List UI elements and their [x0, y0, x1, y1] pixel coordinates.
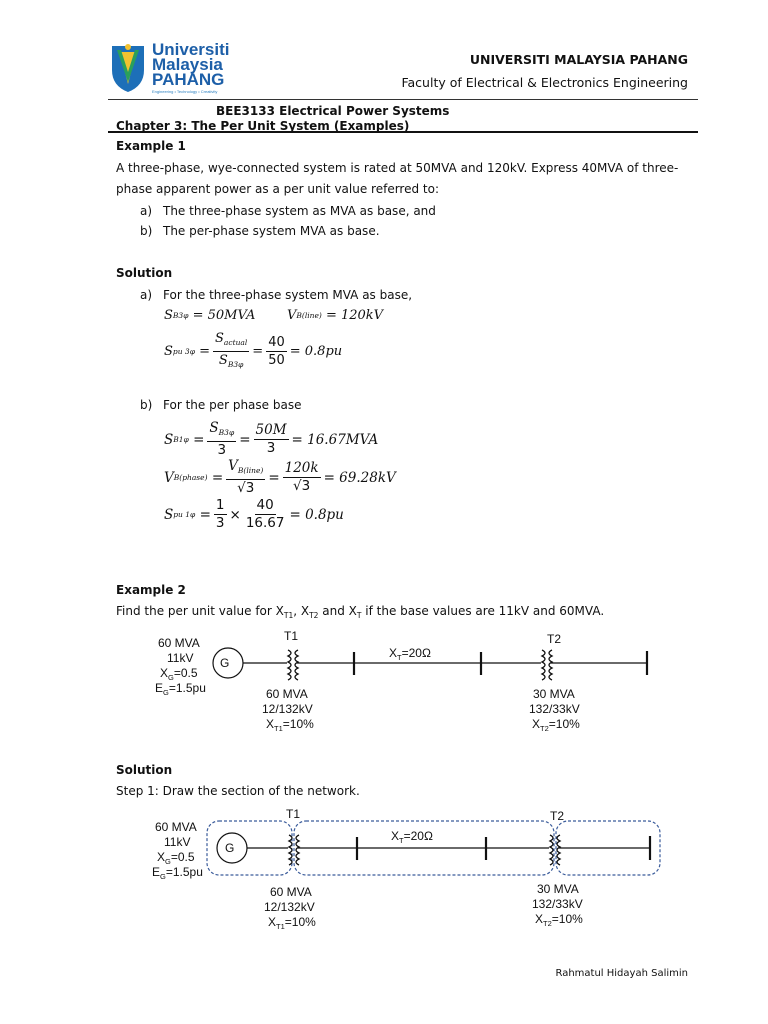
- logo-tagline: Engineering • Technology • Creativity: [152, 89, 218, 94]
- example1-title: Example 1: [116, 139, 186, 153]
- d1-line-x-x: X: [389, 646, 398, 660]
- example2-sep2: and X: [318, 604, 357, 618]
- eq-spu1-n1: 1: [215, 497, 225, 513]
- example1-text-line1: A three-phase, wye-connected system is rated at 50MVA and 120kV. Express 40MVA of three-: [116, 161, 679, 175]
- d2-gen-eg: [152, 865, 203, 884]
- d2-t1-x-val: =10%: [284, 915, 316, 929]
- d1-gen-eg: [155, 681, 206, 700]
- d2-t1-label: T1: [286, 807, 301, 821]
- d2-t1-kv: 12/132kV: [264, 900, 315, 914]
- eq-spu3: [164, 330, 342, 373]
- d2-t2-kv: 132/33kV: [532, 897, 583, 911]
- d2-line-x: [391, 829, 433, 848]
- d1-gen-eg-e: E: [155, 681, 164, 695]
- t2-primary-coil-icon: [550, 835, 553, 865]
- solution1-b-text: For the per phase base: [163, 398, 302, 412]
- t2-secondary-coil-icon: [557, 835, 560, 865]
- t1-primary-coil-icon: [288, 650, 291, 680]
- eq-sb1-num2: 50M: [255, 422, 287, 438]
- eq-spu3-result: = 0.8pu: [289, 344, 343, 359]
- eq-vb: [287, 308, 383, 323]
- t1-secondary-coil-icon: [295, 650, 298, 680]
- d1-gen-mva: 60 MVA: [158, 636, 200, 650]
- eq-sb1-num-sub: B3φ: [218, 428, 235, 437]
- solution1-title: Solution: [116, 266, 173, 280]
- d2-gen-xg-sub: G: [165, 857, 171, 866]
- eq-vb-lhs: V: [287, 308, 297, 323]
- d2-t2-x-x: X: [535, 912, 544, 926]
- d2-t2-mva: 30 MVA: [537, 882, 579, 896]
- eq-spu3-num-sub: actual: [223, 338, 248, 347]
- logo-line1: Universiti: [152, 40, 230, 59]
- d1-t1-x-sub: T1: [274, 724, 283, 733]
- d1-t1-x: [266, 717, 314, 736]
- d1-t2-x-x: X: [532, 717, 541, 731]
- example1-item-b-marker: b): [140, 224, 153, 238]
- example2-text-post: if the base values are 11kV and 60MVA.: [361, 604, 605, 618]
- example2-text-pre: Find the per unit value for X: [116, 604, 284, 618]
- solution2-step1: Step 1: Draw the section of the network.: [116, 784, 360, 798]
- d2-gen-eg-sub: G: [160, 872, 166, 881]
- d1-gen-symbol: G: [220, 656, 230, 670]
- eq-spu3-den: S: [218, 353, 228, 368]
- eq-spu3-sub: pu 3φ: [172, 347, 195, 356]
- eq-spu3-den2: 50: [268, 353, 285, 368]
- eq-sb3-rhs: = 50MVA: [192, 308, 256, 323]
- eq-vbp-den: √3: [237, 480, 255, 496]
- d1-t2-x-sub: T2: [540, 724, 549, 733]
- d1-t2-mva: 30 MVA: [533, 687, 575, 701]
- d1-t2-label: T2: [547, 632, 562, 646]
- eq-vbp-result: = 69.28kV: [323, 469, 396, 486]
- d1-gen-xg-val: =0.5: [173, 666, 198, 680]
- eq-sb1-den: 3: [217, 442, 227, 458]
- eq-sb3-lhs: S: [164, 308, 173, 323]
- eq-spu1-d2: 16.67: [245, 515, 285, 531]
- d1-line-x: [389, 646, 431, 665]
- eq-vbp-lhs: V: [164, 469, 174, 486]
- header-university: UNIVERSITI MALAYSIA PAHANG: [469, 52, 688, 67]
- t1-secondary-coil-icon: [296, 835, 299, 865]
- network-diagram-2-svg: [0, 805, 768, 935]
- example2-sep1: , X: [293, 604, 310, 618]
- eq-sb1: [164, 420, 378, 459]
- eq-sb1-eq1: =: [193, 431, 205, 448]
- d2-t1-x: [268, 915, 316, 934]
- eq-spu1-lhs: S: [164, 506, 174, 523]
- d1-gen-kv: 11kV: [167, 651, 194, 665]
- d1-t1-x-val: =10%: [282, 717, 314, 731]
- d2-gen-xg-x: X: [157, 850, 166, 864]
- network-diagram-1: [0, 620, 768, 740]
- eq-spu3-den-sub: B3φ: [227, 360, 244, 369]
- eq-vbp-eq2: =: [268, 469, 280, 486]
- d2-gen-xg-val: =0.5: [170, 850, 195, 864]
- d2-t2-x: [535, 912, 583, 931]
- eq-vbp-num: V: [228, 458, 238, 474]
- eq-vbp-eq1: =: [211, 469, 224, 486]
- solution1-b-marker: b): [140, 398, 153, 412]
- eq-sb1-den2: 3: [266, 440, 276, 456]
- eq-vb-rhs: = 120kV: [325, 308, 384, 323]
- eq-spu1-result: = 0.8pu: [289, 506, 344, 523]
- chapter-title: Chapter 3: The Per Unit System (Examples): [116, 119, 410, 133]
- eq-vbp-sub: B(phase): [173, 473, 208, 482]
- network-diagram-2: [0, 805, 768, 935]
- eq-sb1-sub: B1φ: [173, 435, 189, 444]
- d1-t1-mva: 60 MVA: [266, 687, 308, 701]
- d2-line-x-x: X: [391, 829, 400, 843]
- eq-spu1-n2: 40: [256, 497, 274, 513]
- eq-spu3-eq2: =: [252, 344, 264, 359]
- network-diagram-1-svg: [0, 620, 768, 740]
- eq-vbp-num2: 120k: [284, 460, 319, 476]
- d1-t2-x-val: =10%: [548, 717, 580, 731]
- t1-primary-coil-icon: [289, 835, 292, 865]
- header-faculty: Faculty of Electrical & Electronics Engineering: [401, 75, 688, 90]
- d1-t1-kv: 12/132kV: [262, 702, 313, 716]
- d1-line-x-sub: T: [397, 653, 402, 662]
- solution1-a-marker: a): [140, 288, 153, 302]
- example1-item-a-marker: a): [140, 204, 153, 218]
- eq-spu1-eq1: =: [199, 506, 211, 523]
- example1-text-line2: phase apparent power as a per unit value referred to:: [116, 182, 439, 196]
- example2-sub-t1: T1: [283, 611, 294, 620]
- solution1-a-text: For the three-phase system MVA as base,: [163, 288, 413, 302]
- eq-spu1-sub: pu 1φ: [173, 510, 196, 519]
- eq-vbp-den2: √3: [293, 478, 311, 494]
- eq-spu3-eq1: =: [199, 344, 210, 359]
- eq-spu3-lhs: S: [164, 344, 173, 359]
- example2-title: Example 2: [116, 583, 186, 597]
- footer-author: Rahmatul Hidayah Salimin: [555, 968, 688, 979]
- d2-gen-kv: 11kV: [164, 835, 191, 849]
- d2-t2-x-sub: T2: [543, 919, 552, 928]
- eq-sb3-sub: B3φ: [172, 311, 189, 320]
- d2-gen-eg-e: E: [152, 865, 161, 879]
- eq-sb1-result: = 16.67MVA: [291, 431, 379, 448]
- d2-t2-x-val: =10%: [551, 912, 583, 926]
- d2-gen-eg-val: =1.5pu: [165, 865, 203, 879]
- d2-line-x-sub: T: [399, 836, 404, 845]
- eq-spu1: [164, 497, 344, 532]
- d1-t1-label: T1: [284, 629, 299, 643]
- d2-t1-x-sub: T1: [276, 922, 285, 931]
- d1-gen-xg-sub: G: [168, 673, 174, 682]
- d1-t1-x-x: X: [266, 717, 275, 731]
- d2-gen-symbol: G: [225, 841, 235, 855]
- eq-sb1-lhs: S: [164, 431, 174, 448]
- d2-gen-mva: 60 MVA: [155, 820, 197, 834]
- d1-t2-kv: 132/33kV: [529, 702, 580, 716]
- example2-sub-t: T: [356, 611, 362, 620]
- eq-spu3-num: S: [215, 331, 224, 346]
- d1-gen-eg-sub: G: [163, 688, 169, 697]
- eq-vb-sub: B(line): [296, 311, 322, 320]
- course-title: BEE3133 Electrical Power Systems: [216, 104, 450, 118]
- eq-spu1-times: ×: [229, 506, 241, 523]
- header-rule: [108, 99, 698, 100]
- chapter-rule: [108, 131, 698, 133]
- t2-primary-coil-icon: [542, 650, 545, 680]
- d1-line-x-val: =20Ω: [401, 646, 431, 660]
- logo-shield-icon: [108, 40, 148, 94]
- solution2-title: Solution: [116, 763, 173, 777]
- example2-sub-t2: T2: [309, 611, 319, 620]
- eq-vbp: [164, 458, 396, 497]
- eq-spu3-num2: 40: [268, 335, 285, 350]
- logo-line2: Malaysia: [152, 55, 223, 74]
- example1-item-a: The three-phase system as MVA as base, and: [163, 204, 436, 218]
- d1-gen-xg-x: X: [160, 666, 169, 680]
- d2-line-x-val: =20Ω: [403, 829, 433, 843]
- eq-sb1-eq2: =: [239, 431, 251, 448]
- eq-sb3: [164, 308, 255, 323]
- eq-spu1-d1: 3: [215, 515, 225, 531]
- example1-item-b: The per-phase system MVA as base.: [163, 224, 380, 238]
- t2-secondary-coil-icon: [549, 650, 552, 680]
- eq-vbp-num-sub: B(line): [237, 466, 264, 475]
- d1-gen-eg-val: =1.5pu: [168, 681, 206, 695]
- logo-line3: PAHANG: [152, 70, 225, 89]
- eq-sb1-num: S: [209, 420, 219, 436]
- university-logo: [108, 40, 238, 96]
- d2-t1-mva: 60 MVA: [270, 885, 312, 899]
- d2-t2-label: T2: [550, 809, 565, 823]
- d1-t2-x: [532, 717, 580, 736]
- d2-t1-x-x: X: [268, 915, 277, 929]
